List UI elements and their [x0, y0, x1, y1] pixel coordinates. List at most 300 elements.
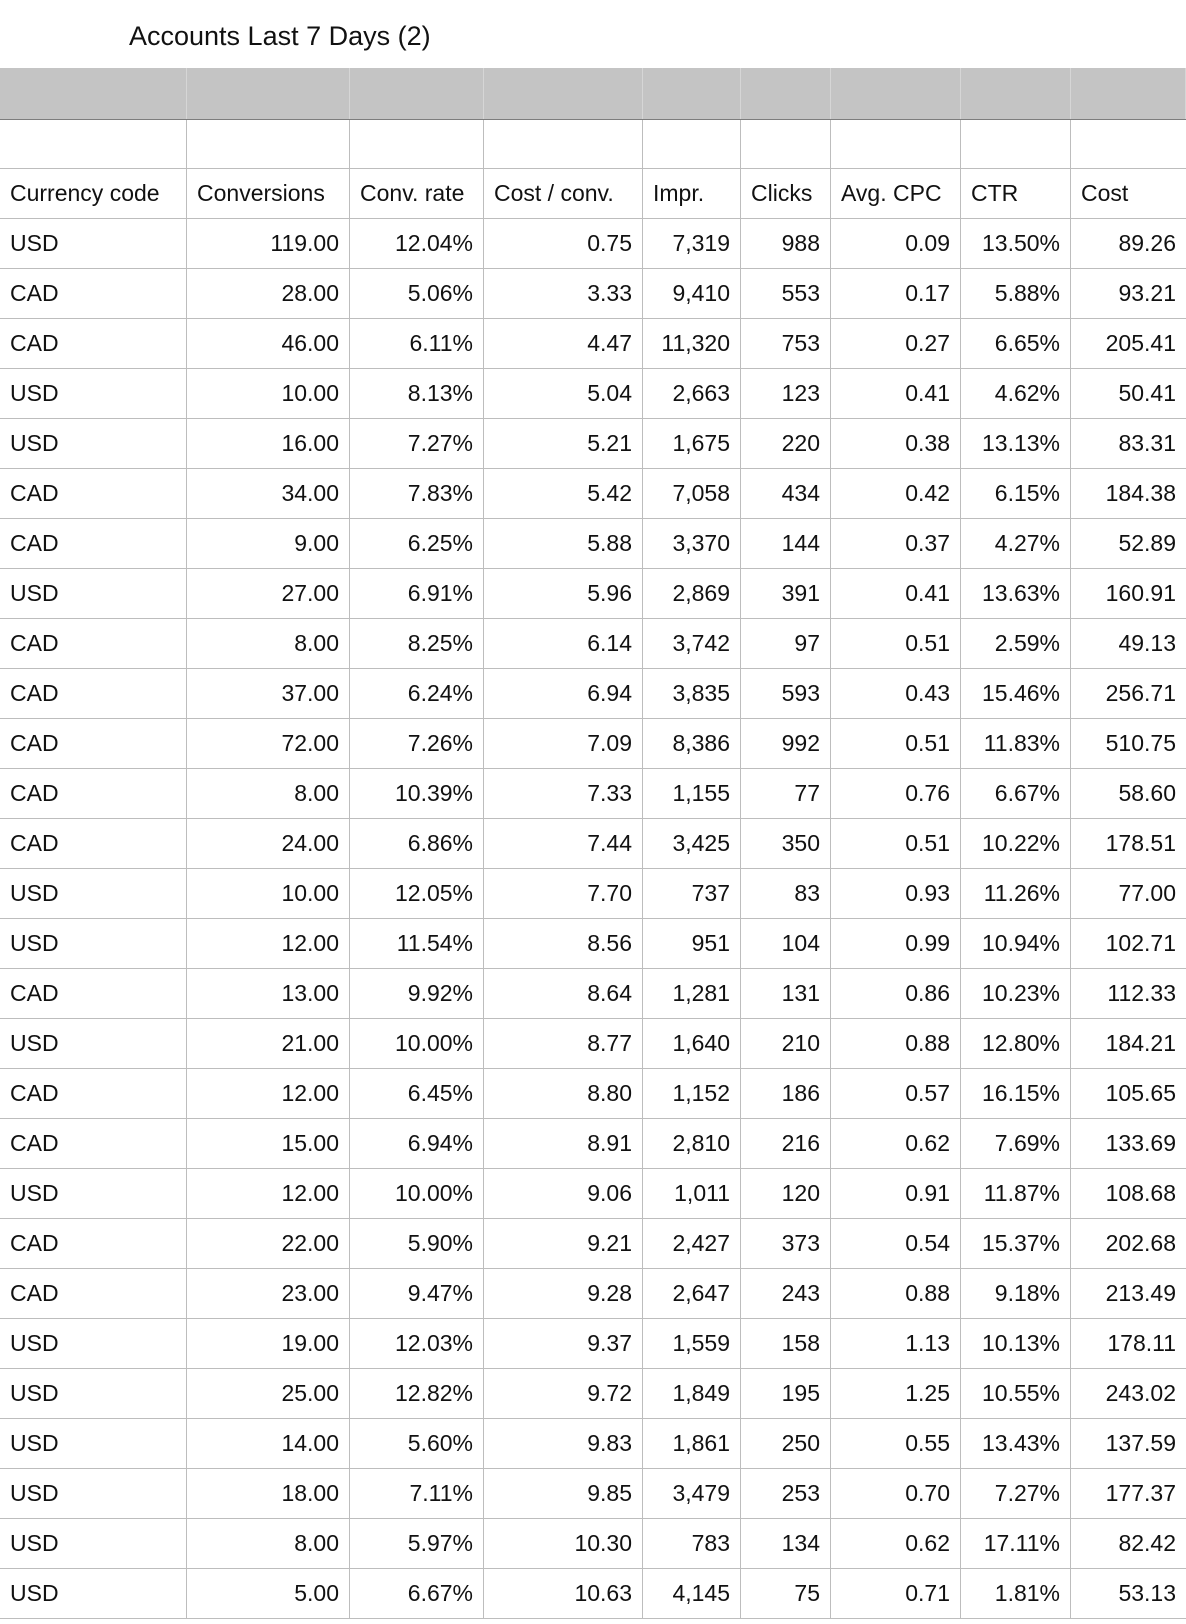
table-row [0, 219, 1186, 269]
currency-code-cell[interactable]: CAD [0, 969, 187, 1018]
impr-cell[interactable]: 1,155 [643, 769, 741, 818]
clicks-cell[interactable]: 158 [741, 1319, 831, 1368]
impr-cell[interactable]: 1,640 [643, 1019, 741, 1068]
table-row [0, 369, 1186, 419]
avg-cpc-cell[interactable]: 0.93 [831, 869, 961, 918]
impr-cell[interactable]: 2,810 [643, 1119, 741, 1168]
ctr-cell[interactable]: 6.15% [961, 469, 1071, 518]
impr-cell[interactable]: 3,835 [643, 669, 741, 718]
cost-cell[interactable]: 112.33 [1107, 980, 1176, 1006]
clicks-cell[interactable]: 77 [741, 769, 831, 818]
clicks-cell[interactable]: 123 [741, 369, 831, 418]
clicks-cell[interactable]: 391 [741, 569, 831, 618]
conversions-cell[interactable]: 13.00 [187, 969, 350, 1018]
avg-cpc-cell[interactable]: 0.71 [831, 1569, 961, 1618]
cost-cell[interactable]: 82.42 [1118, 1530, 1176, 1556]
impr-cell[interactable]: 9,410 [643, 269, 741, 318]
conversions-cell[interactable]: 27.00 [187, 569, 350, 618]
conv-rate-cell[interactable]: 6.45% [350, 1069, 484, 1118]
band-cell[interactable] [0, 68, 187, 119]
cost-per-conv-cell[interactable]: 9.83 [484, 1419, 643, 1468]
blank-cell[interactable] [643, 120, 741, 168]
table-row [0, 1019, 1186, 1069]
avg-cpc-cell[interactable]: 0.70 [831, 1469, 961, 1518]
table-row [0, 719, 1186, 769]
currency-code-cell[interactable]: CAD [0, 1269, 187, 1318]
cost-cell[interactable]: 52.89 [1118, 530, 1176, 556]
conversions-cell[interactable]: 12.00 [187, 1069, 350, 1118]
ctr-cell[interactable]: 10.94% [961, 919, 1071, 968]
cost-cell[interactable]: 256.71 [1105, 680, 1176, 706]
currency-code-cell[interactable]: CAD [0, 469, 187, 518]
conv-rate-cell[interactable]: 10.00% [350, 1019, 484, 1068]
avg-cpc-cell[interactable]: 0.88 [831, 1269, 961, 1318]
conversions-cell[interactable]: 37.00 [187, 669, 350, 718]
conversions-cell[interactable]: 8.00 [187, 1519, 350, 1568]
conv-rate-cell[interactable]: 11.54% [350, 919, 484, 968]
conversions-cell[interactable]: 16.00 [187, 419, 350, 468]
avg-cpc-cell[interactable]: 0.57 [831, 1069, 961, 1118]
conv-rate-cell[interactable]: 5.60% [350, 1419, 484, 1468]
avg-cpc-cell[interactable]: 0.51 [831, 719, 961, 768]
conversions-cell[interactable]: 12.00 [187, 1169, 350, 1218]
conversions-cell[interactable]: 24.00 [187, 819, 350, 868]
avg-cpc-cell[interactable]: 0.76 [831, 769, 961, 818]
avg-cpc-cell[interactable]: 0.51 [831, 619, 961, 668]
avg-cpc-cell[interactable]: 0.54 [831, 1219, 961, 1268]
cost-cell[interactable]: 177.37 [1105, 1480, 1176, 1506]
currency-code-cell[interactable]: USD [0, 219, 187, 268]
currency-code-cell[interactable]: USD [0, 1019, 187, 1068]
ctr-cell[interactable]: 10.23% [961, 969, 1071, 1018]
conv-rate-cell[interactable]: 6.11% [350, 319, 484, 368]
table-row [0, 1219, 1186, 1269]
conv-rate-cell[interactable]: 10.39% [350, 769, 484, 818]
avg-cpc-cell[interactable]: 0.41 [831, 569, 961, 618]
ctr-cell[interactable]: 11.87% [961, 1169, 1071, 1218]
impr-cell[interactable]: 1,849 [643, 1369, 741, 1418]
avg-cpc-cell[interactable]: 0.62 [831, 1519, 961, 1568]
conversions-cell[interactable]: 8.00 [187, 769, 350, 818]
avg-cpc-cell[interactable]: 0.91 [831, 1169, 961, 1218]
table-row [0, 869, 1186, 919]
ctr-cell[interactable]: 13.13% [961, 419, 1071, 468]
cost-per-conv-cell[interactable]: 7.44 [484, 819, 643, 868]
blank-cell[interactable] [741, 120, 831, 168]
impr-cell[interactable]: 3,479 [643, 1469, 741, 1518]
conversions-cell[interactable]: 34.00 [187, 469, 350, 518]
conversions-cell[interactable]: 23.00 [187, 1269, 350, 1318]
cost-cell[interactable]: 58.60 [1118, 780, 1176, 806]
impr-cell[interactable]: 2,663 [643, 369, 741, 418]
cost-cell[interactable]: 184.21 [1105, 1030, 1176, 1056]
cost-per-conv-cell[interactable]: 5.42 [484, 469, 643, 518]
cost-per-conv-cell[interactable]: 5.21 [484, 419, 643, 468]
ctr-cell[interactable]: 13.50% [961, 219, 1071, 268]
currency-code-cell[interactable]: USD [0, 569, 187, 618]
avg-cpc-cell[interactable]: 0.09 [831, 219, 961, 268]
cost-cell[interactable]: 205.41 [1105, 330, 1176, 356]
ctr-cell[interactable]: 5.88% [961, 269, 1071, 318]
currency-code-cell[interactable]: USD [0, 1169, 187, 1218]
cost-per-conv-cell[interactable]: 9.28 [484, 1269, 643, 1318]
table-row [0, 469, 1186, 519]
cost-per-conv-cell[interactable]: 0.75 [484, 219, 643, 268]
ctr-cell[interactable]: 6.65% [961, 319, 1071, 368]
band-cell[interactable] [1071, 68, 1186, 119]
ctr-cell[interactable]: 10.22% [961, 819, 1071, 868]
cost-per-conv-cell[interactable]: 3.33 [484, 269, 643, 318]
impr-cell[interactable]: 3,742 [643, 619, 741, 668]
currency-code-cell[interactable]: USD [0, 1469, 187, 1518]
currency-code-cell[interactable]: USD [0, 919, 187, 968]
cost-per-conv-cell[interactable]: 5.88 [484, 519, 643, 568]
cost-cell[interactable]: 49.13 [1118, 630, 1176, 656]
conversions-cell[interactable]: 10.00 [187, 369, 350, 418]
currency-code-cell[interactable]: CAD [0, 269, 187, 318]
conversions-cell[interactable]: 21.00 [187, 1019, 350, 1068]
clicks-cell[interactable]: 120 [741, 1169, 831, 1218]
conv-rate-cell[interactable]: 8.13% [350, 369, 484, 418]
ctr-cell[interactable]: 4.27% [961, 519, 1071, 568]
currency-code-cell[interactable]: CAD [0, 519, 187, 568]
ctr-cell[interactable]: 9.18% [961, 1269, 1071, 1318]
clicks-cell[interactable]: 373 [741, 1219, 831, 1268]
ctr-cell[interactable]: 13.63% [961, 569, 1071, 618]
cost-cell[interactable]: 50.41 [1118, 380, 1176, 406]
cost-per-conv-cell[interactable]: 5.04 [484, 369, 643, 418]
currency-code-cell[interactable]: USD [0, 369, 187, 418]
conversions-cell[interactable]: 10.00 [187, 869, 350, 918]
cost-per-conv-cell[interactable]: 9.06 [484, 1169, 643, 1218]
conv-rate-cell[interactable]: 12.04% [350, 219, 484, 268]
cost-cell[interactable]: 77.00 [1118, 880, 1176, 906]
cost-cell[interactable]: 108.68 [1105, 1180, 1176, 1206]
conv-rate-cell[interactable]: 6.94% [350, 1119, 484, 1168]
conv-rate-cell[interactable]: 9.92% [350, 969, 484, 1018]
ctr-cell[interactable]: 1.81% [961, 1569, 1071, 1618]
currency-code-cell[interactable]: USD [0, 1419, 187, 1468]
clicks-cell[interactable]: 97 [741, 619, 831, 668]
blank-cell[interactable] [961, 120, 1071, 168]
conversions-cell[interactable]: 14.00 [187, 1419, 350, 1468]
impr-cell[interactable]: 2,869 [643, 569, 741, 618]
header-clicks[interactable]: Clicks [741, 169, 831, 218]
header-impr[interactable]: Impr. [643, 169, 741, 218]
conversions-cell[interactable]: 46.00 [187, 319, 350, 368]
impr-cell[interactable]: 7,058 [643, 469, 741, 518]
avg-cpc-cell[interactable]: 1.25 [831, 1369, 961, 1418]
clicks-cell[interactable]: 83 [741, 869, 831, 918]
cost-cell[interactable]: 53.13 [1118, 1580, 1176, 1606]
table-row [0, 1419, 1186, 1469]
clicks-cell[interactable]: 253 [741, 1469, 831, 1518]
cost-cell[interactable]: 93.21 [1118, 280, 1176, 306]
conv-rate-cell[interactable]: 9.47% [350, 1269, 484, 1318]
clicks-cell[interactable]: 131 [741, 969, 831, 1018]
conv-rate-cell[interactable]: 5.90% [350, 1219, 484, 1268]
band-cell[interactable] [350, 68, 484, 119]
clicks-cell[interactable]: 195 [741, 1369, 831, 1418]
clicks-cell[interactable]: 134 [741, 1519, 831, 1568]
band-cell[interactable] [831, 68, 961, 119]
conversions-cell[interactable]: 5.00 [187, 1569, 350, 1618]
cost-cell[interactable]: 160.91 [1105, 580, 1176, 606]
clicks-cell[interactable]: 434 [741, 469, 831, 518]
clicks-cell[interactable]: 216 [741, 1119, 831, 1168]
avg-cpc-cell[interactable]: 0.43 [831, 669, 961, 718]
cost-per-conv-cell[interactable]: 8.91 [484, 1119, 643, 1168]
avg-cpc-cell[interactable]: 1.13 [831, 1319, 961, 1368]
blank-cell[interactable] [1071, 120, 1186, 168]
conversions-cell[interactable]: 12.00 [187, 919, 350, 968]
band-cell[interactable] [643, 68, 741, 119]
blank-cell[interactable] [831, 120, 961, 168]
cost-cell[interactable]: 202.68 [1105, 1230, 1176, 1256]
band-cell[interactable] [961, 68, 1071, 119]
avg-cpc-cell[interactable]: 0.27 [831, 319, 961, 368]
currency-code-cell[interactable]: CAD [0, 1119, 187, 1168]
sheet-title: Accounts Last 7 Days (2) [129, 21, 431, 51]
avg-cpc-cell[interactable]: 0.88 [831, 1019, 961, 1068]
conv-rate-cell[interactable]: 12.82% [350, 1369, 484, 1418]
impr-cell[interactable]: 2,427 [643, 1219, 741, 1268]
currency-code-cell[interactable]: CAD [0, 1069, 187, 1118]
ctr-cell[interactable]: 7.27% [961, 1469, 1071, 1518]
cost-cell[interactable]: 89.26 [1118, 230, 1176, 256]
table-row [0, 1369, 1186, 1419]
currency-code-cell[interactable]: CAD [0, 619, 187, 668]
cost-per-conv-cell[interactable]: 9.21 [484, 1219, 643, 1268]
ctr-cell[interactable]: 15.37% [961, 1219, 1071, 1268]
cost-cell[interactable]: 105.65 [1105, 1080, 1176, 1106]
band-cell[interactable] [187, 68, 350, 119]
avg-cpc-cell[interactable]: 0.99 [831, 919, 961, 968]
conversions-cell[interactable]: 8.00 [187, 619, 350, 668]
table-row [0, 1319, 1186, 1369]
conversions-cell[interactable]: 25.00 [187, 1369, 350, 1418]
table-row [0, 669, 1186, 719]
conv-rate-cell[interactable]: 12.05% [350, 869, 484, 918]
cost-cell[interactable]: 243.02 [1105, 1380, 1176, 1406]
cost-per-conv-cell[interactable]: 9.85 [484, 1469, 643, 1518]
ctr-cell[interactable]: 16.15% [961, 1069, 1071, 1118]
clicks-cell[interactable]: 350 [741, 819, 831, 868]
cost-cell[interactable]: 510.75 [1105, 730, 1176, 756]
currency-code-cell[interactable]: USD [0, 869, 187, 918]
header-conv-rate[interactable]: Conv. rate [350, 169, 484, 218]
clicks-cell[interactable]: 553 [741, 269, 831, 318]
blank-cell[interactable] [350, 120, 484, 168]
conversions-cell[interactable]: 9.00 [187, 519, 350, 568]
cost-cell[interactable]: 184.38 [1105, 480, 1176, 506]
blank-cell[interactable] [484, 120, 643, 168]
ctr-cell[interactable]: 7.69% [961, 1119, 1071, 1168]
clicks-cell[interactable]: 104 [741, 919, 831, 968]
table-row [0, 1069, 1186, 1119]
currency-code-cell[interactable]: CAD [0, 669, 187, 718]
conv-rate-cell[interactable]: 10.00% [350, 1169, 484, 1218]
currency-code-cell[interactable]: USD [0, 1519, 187, 1568]
table-row [0, 1269, 1186, 1319]
conversions-cell[interactable]: 15.00 [187, 1119, 350, 1168]
cost-per-conv-cell[interactable]: 7.09 [484, 719, 643, 768]
cost-per-conv-cell[interactable]: 5.96 [484, 569, 643, 618]
clicks-cell[interactable]: 186 [741, 1069, 831, 1118]
clicks-cell[interactable]: 210 [741, 1019, 831, 1068]
cost-per-conv-cell[interactable]: 4.47 [484, 319, 643, 368]
ctr-cell[interactable]: 15.46% [961, 669, 1071, 718]
avg-cpc-cell[interactable]: 0.41 [831, 369, 961, 418]
clicks-cell[interactable]: 992 [741, 719, 831, 768]
band-cell[interactable] [484, 68, 643, 119]
avg-cpc-cell[interactable]: 0.86 [831, 969, 961, 1018]
conv-rate-cell[interactable]: 6.91% [350, 569, 484, 618]
blank-cell[interactable] [0, 120, 187, 168]
clicks-cell[interactable]: 988 [741, 219, 831, 268]
conv-rate-cell[interactable]: 6.24% [350, 669, 484, 718]
ctr-cell[interactable]: 10.13% [961, 1319, 1071, 1368]
cost-per-conv-cell[interactable]: 7.33 [484, 769, 643, 818]
cost-per-conv-cell[interactable]: 8.64 [484, 969, 643, 1018]
conversions-cell[interactable]: 119.00 [187, 219, 350, 268]
ctr-cell[interactable]: 6.67% [961, 769, 1071, 818]
clicks-cell[interactable]: 144 [741, 519, 831, 568]
impr-cell[interactable]: 1,675 [643, 419, 741, 468]
cost-per-conv-cell[interactable]: 8.77 [484, 1019, 643, 1068]
conversions-cell[interactable]: 72.00 [187, 719, 350, 768]
impr-cell[interactable]: 11,320 [643, 319, 741, 368]
ctr-cell[interactable]: 12.80% [961, 1019, 1071, 1068]
impr-cell[interactable]: 3,425 [643, 819, 741, 868]
cost-per-conv-cell[interactable]: 8.56 [484, 919, 643, 968]
conv-rate-cell[interactable]: 7.83% [350, 469, 484, 518]
table-row [0, 569, 1186, 619]
currency-code-cell[interactable]: USD [0, 1369, 187, 1418]
currency-code-cell[interactable]: CAD [0, 719, 187, 768]
cost-per-conv-cell[interactable]: 10.63 [484, 1569, 643, 1618]
cost-per-conv-cell[interactable]: 10.30 [484, 1519, 643, 1568]
conv-rate-cell[interactable]: 7.26% [350, 719, 484, 768]
impr-cell[interactable]: 1,011 [643, 1169, 741, 1218]
header-conversions[interactable]: Conversions [187, 169, 350, 218]
cost-cell[interactable]: 83.31 [1118, 430, 1176, 456]
table-row [0, 1169, 1186, 1219]
table-body [0, 219, 1186, 1619]
conv-rate-cell[interactable]: 7.11% [350, 1469, 484, 1518]
impr-cell[interactable]: 3,370 [643, 519, 741, 568]
avg-cpc-cell[interactable]: 0.55 [831, 1419, 961, 1468]
impr-cell[interactable]: 4,145 [643, 1569, 741, 1618]
currency-code-cell[interactable]: CAD [0, 319, 187, 368]
impr-cell[interactable]: 1,152 [643, 1069, 741, 1118]
currency-code-cell[interactable]: USD [0, 1319, 187, 1368]
band-cell[interactable] [741, 68, 831, 119]
avg-cpc-cell[interactable]: 0.17 [831, 269, 961, 318]
ctr-cell[interactable]: 10.55% [961, 1369, 1071, 1418]
conversions-cell[interactable]: 18.00 [187, 1469, 350, 1518]
header-currency-code[interactable]: Currency code [0, 169, 187, 218]
impr-cell[interactable]: 783 [643, 1519, 741, 1568]
currency-code-cell[interactable]: USD [0, 419, 187, 468]
impr-cell[interactable]: 2,647 [643, 1269, 741, 1318]
cost-per-conv-cell[interactable]: 9.72 [484, 1369, 643, 1418]
clicks-cell[interactable]: 220 [741, 419, 831, 468]
conv-rate-cell[interactable]: 6.67% [350, 1569, 484, 1618]
cost-cell[interactable]: 178.11 [1107, 1330, 1176, 1356]
conv-rate-cell[interactable]: 8.25% [350, 619, 484, 668]
ctr-cell[interactable]: 2.59% [961, 619, 1071, 668]
cost-per-conv-cell[interactable]: 7.70 [484, 869, 643, 918]
impr-cell[interactable]: 1,281 [643, 969, 741, 1018]
impr-cell[interactable]: 1,861 [643, 1419, 741, 1468]
conv-rate-cell[interactable]: 7.27% [350, 419, 484, 468]
cost-per-conv-cell[interactable]: 6.14 [484, 619, 643, 668]
table-row [0, 769, 1186, 819]
conv-rate-cell[interactable]: 6.86% [350, 819, 484, 868]
avg-cpc-cell[interactable]: 0.42 [831, 469, 961, 518]
cost-per-conv-cell[interactable]: 6.94 [484, 669, 643, 718]
conv-rate-cell[interactable]: 5.97% [350, 1519, 484, 1568]
impr-cell[interactable]: 737 [643, 869, 741, 918]
table-row [0, 319, 1186, 369]
clicks-cell[interactable]: 593 [741, 669, 831, 718]
cost-cell[interactable]: 178.51 [1105, 830, 1176, 856]
avg-cpc-cell[interactable]: 0.62 [831, 1119, 961, 1168]
conv-rate-cell[interactable]: 5.06% [350, 269, 484, 318]
conv-rate-cell[interactable]: 12.03% [350, 1319, 484, 1368]
cost-cell[interactable]: 102.71 [1105, 930, 1176, 956]
cost-cell[interactable]: 213.49 [1105, 1280, 1176, 1306]
ctr-cell[interactable]: 4.62% [961, 369, 1071, 418]
table-row [0, 1119, 1186, 1169]
clicks-cell[interactable]: 753 [741, 319, 831, 368]
conversions-cell[interactable]: 19.00 [187, 1319, 350, 1368]
avg-cpc-cell[interactable]: 0.38 [831, 419, 961, 468]
conversions-cell[interactable]: 28.00 [187, 269, 350, 318]
impr-cell[interactable]: 7,319 [643, 219, 741, 268]
impr-cell[interactable]: 951 [643, 919, 741, 968]
ctr-cell[interactable]: 11.83% [961, 719, 1071, 768]
clicks-cell[interactable]: 250 [741, 1419, 831, 1468]
cost-per-conv-cell[interactable]: 8.80 [484, 1069, 643, 1118]
header-cost[interactable]: Cost [1081, 180, 1129, 206]
avg-cpc-cell[interactable]: 0.51 [831, 819, 961, 868]
table-row [0, 1519, 1186, 1569]
conv-rate-cell[interactable]: 6.25% [350, 519, 484, 568]
currency-code-cell[interactable]: CAD [0, 819, 187, 868]
blank-cell[interactable] [187, 120, 350, 168]
currency-code-cell[interactable]: CAD [0, 1219, 187, 1268]
currency-code-cell[interactable]: CAD [0, 769, 187, 818]
cost-cell[interactable]: 133.69 [1105, 1130, 1176, 1156]
clicks-cell[interactable]: 75 [741, 1569, 831, 1618]
cost-per-conv-cell[interactable]: 9.37 [484, 1319, 643, 1368]
conversions-cell[interactable]: 22.00 [187, 1219, 350, 1268]
impr-cell[interactable]: 8,386 [643, 719, 741, 768]
clicks-cell[interactable]: 243 [741, 1269, 831, 1318]
impr-cell[interactable]: 1,559 [643, 1319, 741, 1368]
avg-cpc-cell[interactable]: 0.37 [831, 519, 961, 568]
cost-cell[interactable]: 137.59 [1105, 1430, 1176, 1456]
ctr-cell[interactable]: 17.11% [961, 1519, 1071, 1568]
header-ctr[interactable]: CTR [961, 169, 1071, 218]
ctr-cell[interactable]: 13.43% [961, 1419, 1071, 1468]
header-avg-cpc[interactable]: Avg. CPC [831, 169, 961, 218]
currency-code-cell[interactable]: USD [0, 1569, 187, 1618]
ctr-cell[interactable]: 11.26% [961, 869, 1071, 918]
header-cost-per-conv[interactable]: Cost / conv. [484, 169, 643, 218]
